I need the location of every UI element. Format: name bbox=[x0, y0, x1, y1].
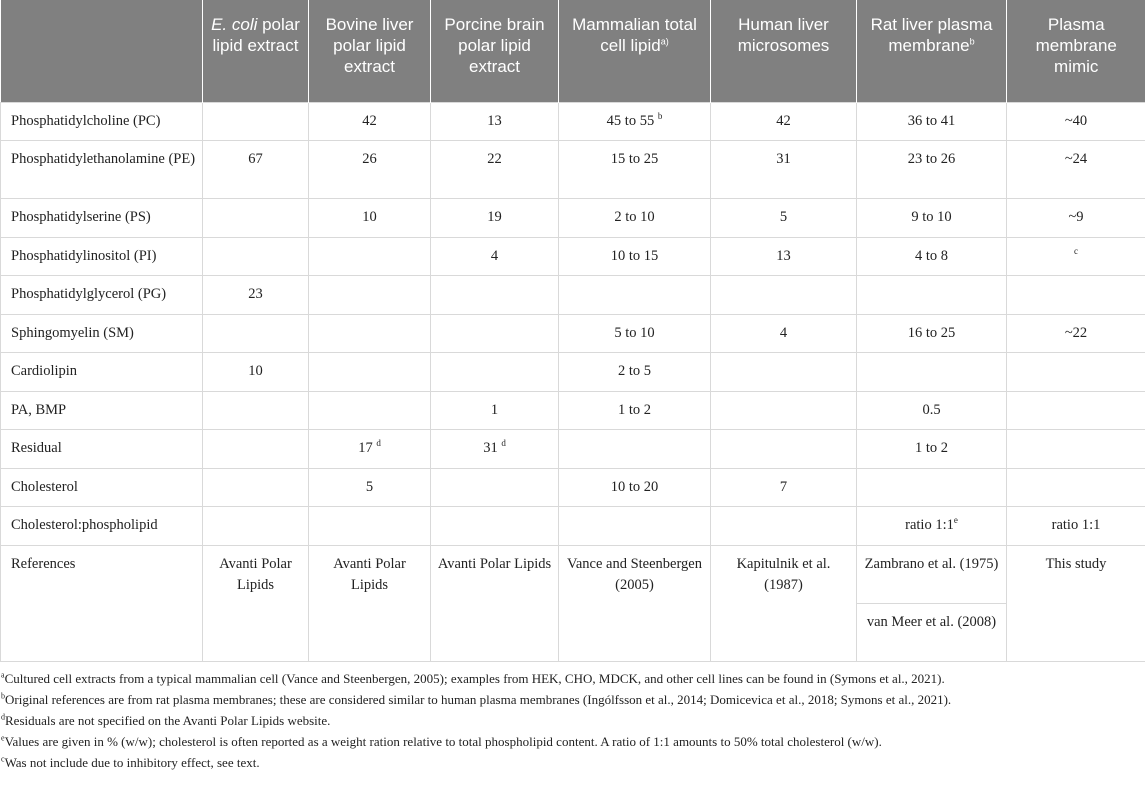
table-cell bbox=[711, 507, 857, 546]
reference-cell: Kapitulnik et al. (1987) bbox=[711, 545, 857, 661]
table-cell bbox=[711, 430, 857, 469]
table-row bbox=[1, 391, 1145, 430]
table-cell: ~24 bbox=[1007, 141, 1145, 199]
table-cell: 67 bbox=[203, 141, 309, 199]
table-cell bbox=[857, 276, 1007, 315]
table-row bbox=[1, 276, 1145, 315]
header-porcine: Porcine brain polar lipid extract bbox=[431, 0, 559, 102]
table-cell bbox=[309, 507, 431, 546]
row-label: Phosphatidylglycerol (PG) bbox=[1, 276, 203, 315]
reference-cell: Avanti Polar Lipids bbox=[431, 545, 559, 661]
table-cell bbox=[431, 507, 559, 546]
table-cell: 13 bbox=[711, 237, 857, 276]
table-cell bbox=[431, 276, 559, 315]
table-row bbox=[1, 430, 1145, 469]
table-cell: 4 bbox=[711, 314, 857, 353]
table-row bbox=[1, 102, 1145, 141]
table-row bbox=[1, 141, 1145, 199]
reference-cell: Avanti Polar Lipids bbox=[203, 545, 309, 661]
table-cell bbox=[1007, 468, 1145, 507]
row-label: Residual bbox=[1, 430, 203, 469]
header-rat-liver: Rat liver plasma membrane$^b$ bbox=[857, 0, 1007, 102]
table-cell: ~22 bbox=[1007, 314, 1145, 353]
table-cell: 5 bbox=[711, 199, 857, 238]
table-cell: 1 to 2 bbox=[857, 430, 1007, 469]
table-cell: 5 to 10 bbox=[559, 314, 711, 353]
table-row bbox=[1, 199, 1145, 238]
table-cell: 45 to 55 $^b$ bbox=[559, 102, 711, 141]
table-cell bbox=[203, 237, 309, 276]
header-bovine: Bovine liver polar lipid extract bbox=[309, 0, 431, 102]
footnote: $^d$Residuals are not specified on the Avanti Polar Lipids website. bbox=[1, 712, 331, 728]
table-cell bbox=[203, 507, 309, 546]
table-cell bbox=[203, 430, 309, 469]
table-cell: 22 bbox=[431, 141, 559, 199]
table-cell bbox=[309, 237, 431, 276]
table-cell: 10 to 15 bbox=[559, 237, 711, 276]
table-cell bbox=[309, 353, 431, 392]
table-cell bbox=[1007, 276, 1145, 315]
table-cell: 23 bbox=[203, 276, 309, 315]
table-cell: 19 bbox=[431, 199, 559, 238]
reference-cell: Zambrano et al. (1975) bbox=[857, 545, 1007, 603]
table-cell: 10 bbox=[203, 353, 309, 392]
table-cell: 0.5 bbox=[857, 391, 1007, 430]
table-row bbox=[1, 468, 1145, 507]
table-cell: 9 to 10 bbox=[857, 199, 1007, 238]
table-cell bbox=[1007, 391, 1145, 430]
table-cell: 2 to 10 bbox=[559, 199, 711, 238]
row-label: Cholesterol bbox=[1, 468, 203, 507]
table-cell bbox=[309, 314, 431, 353]
references-row bbox=[1, 545, 1145, 603]
table-cell: 31 $^d$ bbox=[431, 430, 559, 469]
table-cell: 23 to 26 bbox=[857, 141, 1007, 199]
table-cell bbox=[431, 314, 559, 353]
table-cell bbox=[203, 314, 309, 353]
table-cell: 17 $^d$ bbox=[309, 430, 431, 469]
table-cell bbox=[711, 276, 857, 315]
table-cell: 36 to 41 bbox=[857, 102, 1007, 141]
table-cell: 10 bbox=[309, 199, 431, 238]
footnote: $^a$Cultured cell extracts from a typical mammalian cell (Vance and Steenbergen, 2005); examples from HEK, CHO, MDCK, and other cell lines can be found in (Symons et al., 2021). bbox=[1, 670, 945, 686]
row-label: Cholesterol:phospholipid bbox=[1, 507, 203, 546]
table-cell bbox=[203, 199, 309, 238]
table-cell: 42 bbox=[309, 102, 431, 141]
table-cell: ~40 bbox=[1007, 102, 1145, 141]
header-mammalian: Mammalian total cell lipid$^{a)}$ bbox=[559, 0, 711, 102]
table-cell bbox=[857, 353, 1007, 392]
table-cell: 1 to 2 bbox=[559, 391, 711, 430]
reference-cell: van Meer et al. (2008) bbox=[857, 603, 1007, 661]
table-row bbox=[1, 314, 1145, 353]
table-cell bbox=[1007, 353, 1145, 392]
row-label: PA, BMP bbox=[1, 391, 203, 430]
table-cell: 5 bbox=[309, 468, 431, 507]
table-cell bbox=[857, 468, 1007, 507]
footnotes bbox=[0, 662, 1145, 773]
footnote: $^c$Was not include due to inhibitory effect, see text. bbox=[1, 754, 260, 770]
table-row bbox=[1, 237, 1145, 276]
row-label: Phosphatidylserine (PS) bbox=[1, 199, 203, 238]
row-label: References bbox=[1, 545, 203, 661]
reference-cell: Avanti Polar Lipids bbox=[309, 545, 431, 661]
table-cell bbox=[559, 430, 711, 469]
row-label: Phosphatidylethanolamine (PE) bbox=[1, 141, 203, 199]
table-cell bbox=[431, 468, 559, 507]
table-cell: 4 bbox=[431, 237, 559, 276]
table-cell bbox=[711, 353, 857, 392]
header-ecoli: E. coli polar lipid extract bbox=[203, 0, 309, 102]
table-cell: 31 bbox=[711, 141, 857, 199]
row-label: Phosphatidylcholine (PC) bbox=[1, 102, 203, 141]
table-cell bbox=[559, 276, 711, 315]
table-cell: 1 bbox=[431, 391, 559, 430]
table-cell: 2 to 5 bbox=[559, 353, 711, 392]
reference-cell: Vance and Steenbergen (2005) bbox=[559, 545, 711, 661]
header-mimic: Plasma membrane mimic bbox=[1007, 0, 1145, 102]
table-cell: 16 to 25 bbox=[857, 314, 1007, 353]
row-label: Phosphatidylinositol (PI) bbox=[1, 237, 203, 276]
table-cell bbox=[559, 507, 711, 546]
table-cell: ratio 1:1 bbox=[1007, 507, 1145, 546]
table-cell: 13 bbox=[431, 102, 559, 141]
table-cell: 26 bbox=[309, 141, 431, 199]
row-label: Sphingomyelin (SM) bbox=[1, 314, 203, 353]
table-cell: 10 to 20 bbox=[559, 468, 711, 507]
table-row bbox=[1, 353, 1145, 392]
table-cell: c bbox=[1007, 237, 1145, 276]
table-cell bbox=[309, 391, 431, 430]
table-cell bbox=[309, 276, 431, 315]
row-label: Cardiolipin bbox=[1, 353, 203, 392]
footnote: $^b$Original references are from rat plasma membranes; these are considered similar to human plasma membranes (Ingólfsson et al., 2014; Domicevica et al., 2018; Symons et al., 2021). bbox=[1, 691, 952, 707]
table-cell: 7 bbox=[711, 468, 857, 507]
table-cell bbox=[203, 391, 309, 430]
table-cell bbox=[431, 353, 559, 392]
table-row bbox=[1, 507, 1145, 546]
header-human-liver: Human liver microsomes bbox=[711, 0, 857, 102]
footnote: $^e$Values are given in % (w/w); cholesterol is often reported as a weight ration relative to total phospholipid content. A ratio of 1:1 amounts to 50% total cholesterol (w/w). bbox=[1, 733, 882, 749]
table-cell: 42 bbox=[711, 102, 857, 141]
header-row bbox=[1, 0, 1145, 102]
table-cell bbox=[203, 102, 309, 141]
table-cell: ratio 1:1e bbox=[857, 507, 1007, 546]
table-cell: ~9 bbox=[1007, 199, 1145, 238]
table-cell: 4 to 8 bbox=[857, 237, 1007, 276]
table-cell bbox=[711, 391, 857, 430]
table-cell bbox=[1007, 430, 1145, 469]
table-cell: 15 to 25 bbox=[559, 141, 711, 199]
table-cell bbox=[203, 468, 309, 507]
header-blank bbox=[1, 0, 203, 102]
reference-cell: This study bbox=[1007, 545, 1145, 661]
